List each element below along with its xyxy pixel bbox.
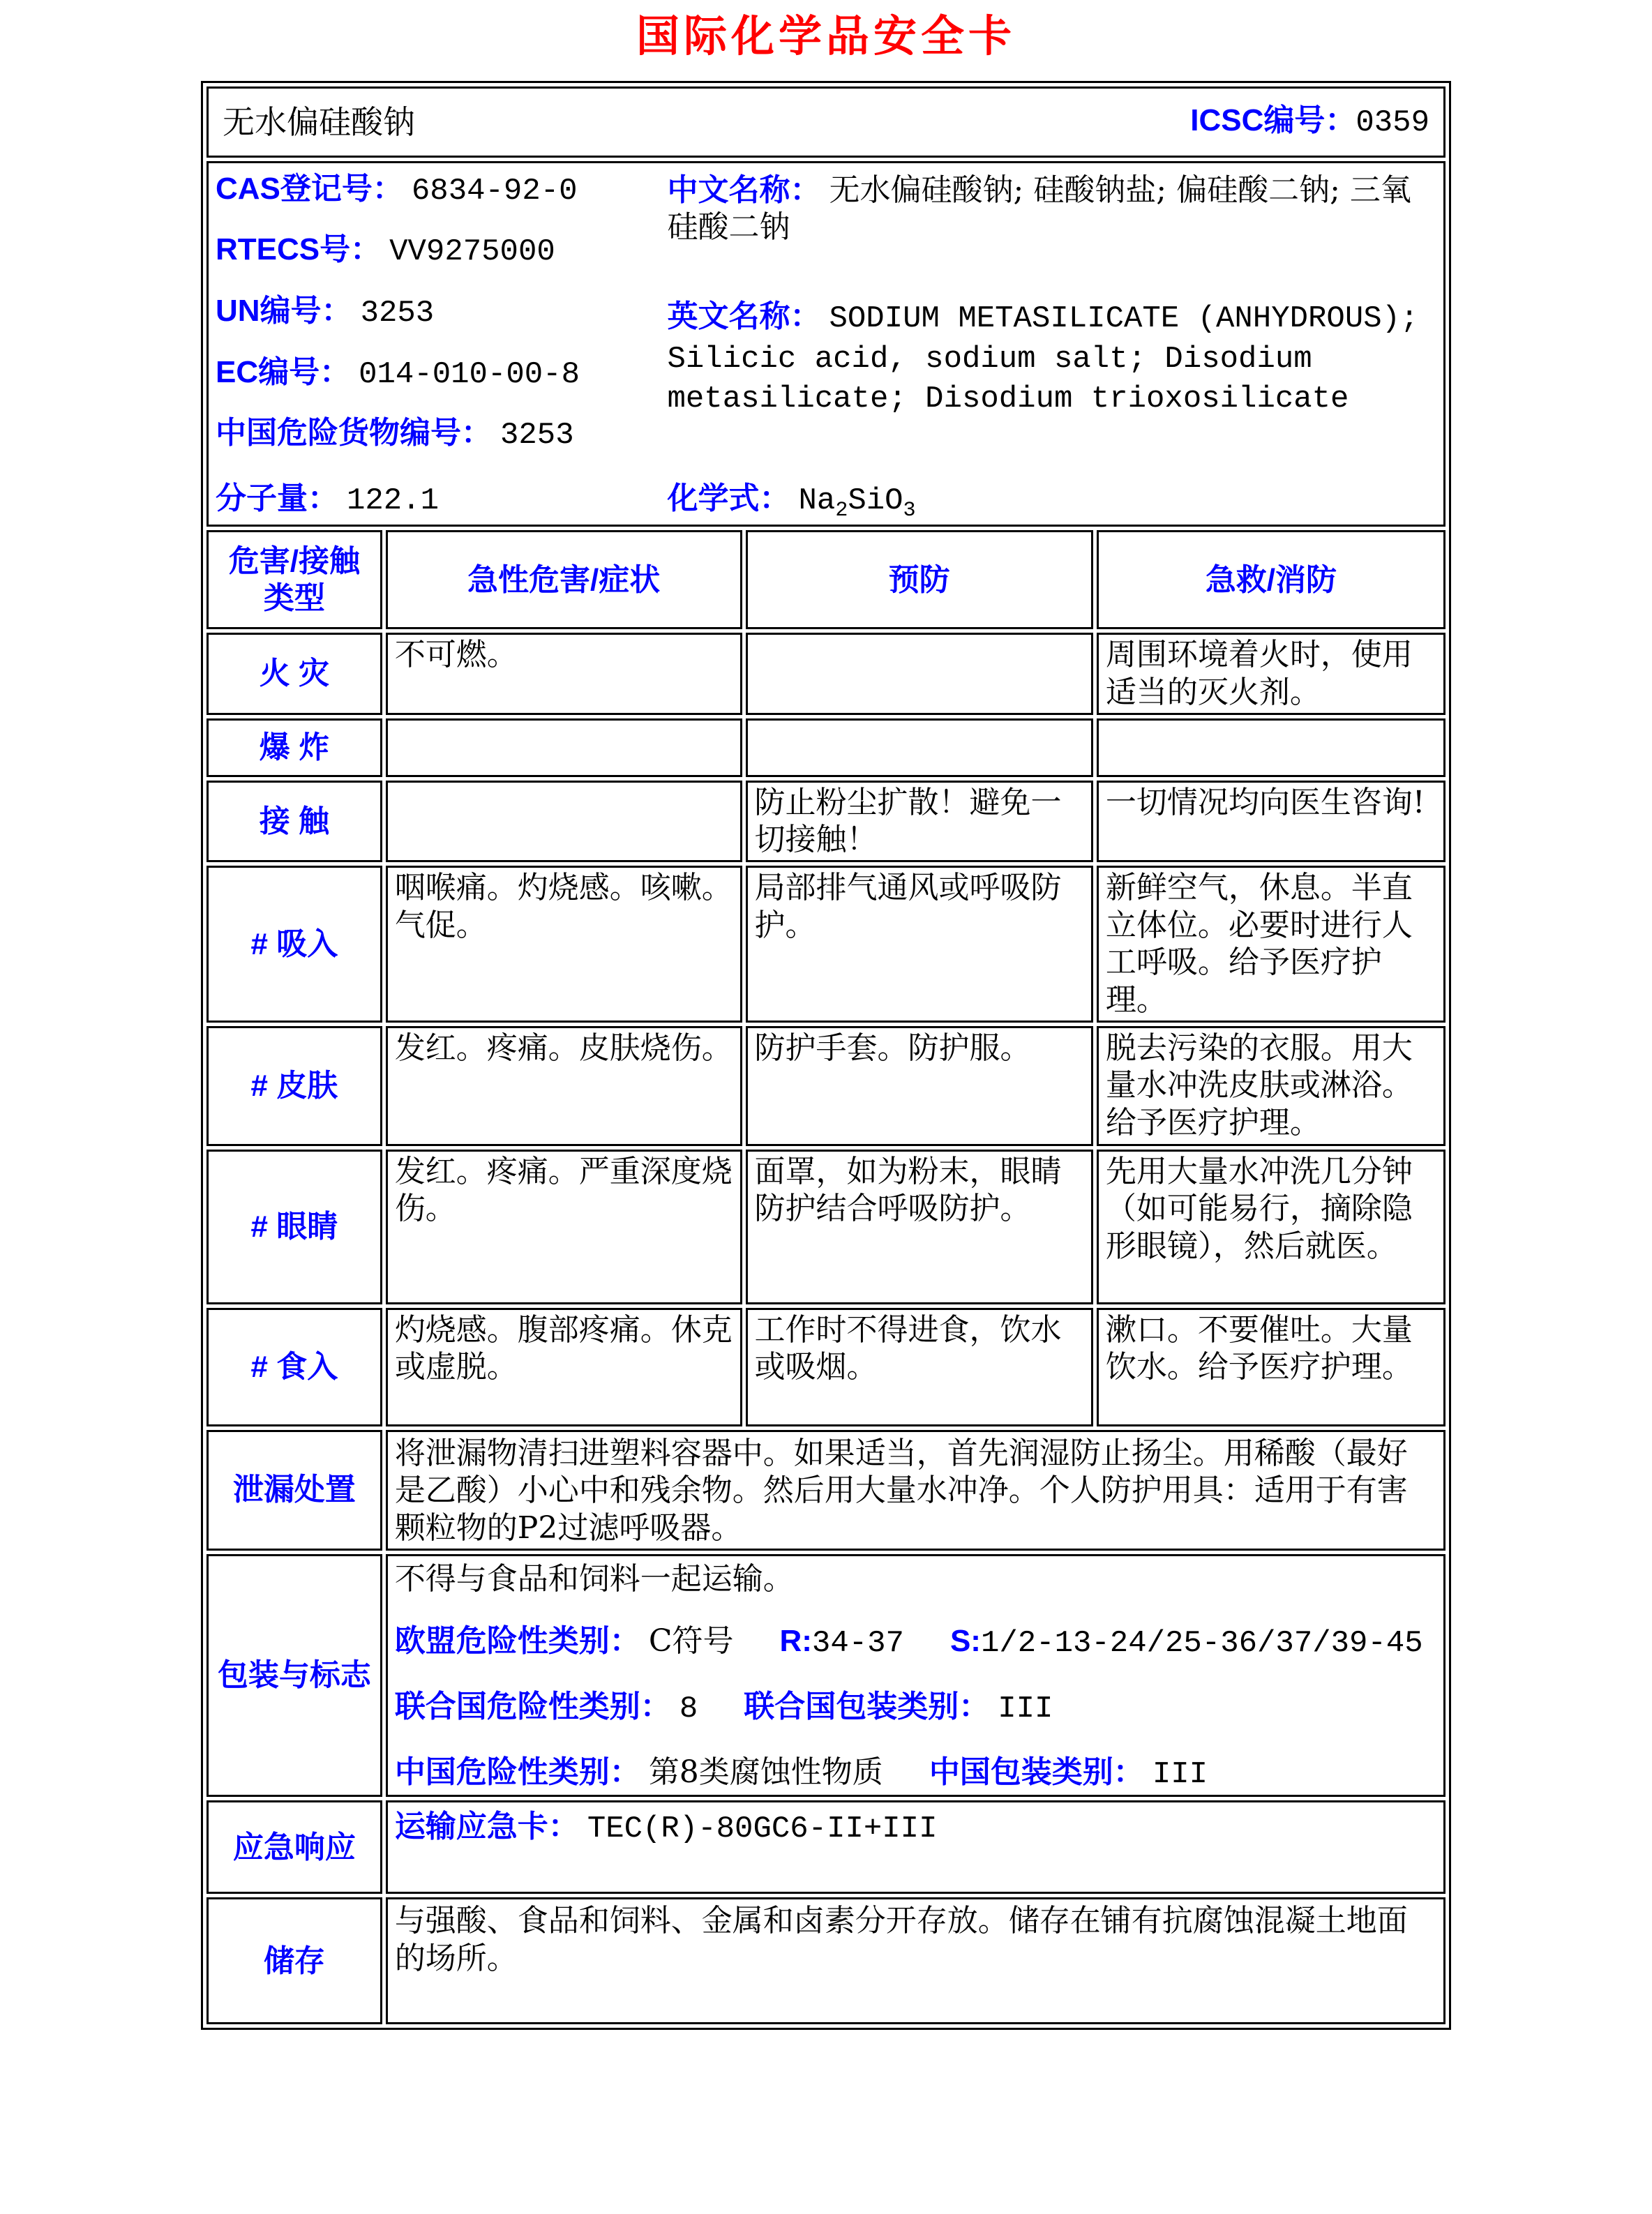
identifier-label: RTECS号：	[216, 232, 382, 267]
hazard-type-label: # 眼睛	[206, 1150, 382, 1304]
spill-text: 将泄漏物清扫进塑料容器中。如果适当，首先润湿防止扬尘。用稀酸（最好是乙酸）小心中和残余物。然后用大量水冲净。个人防护用具：适用于有害颗粒物的P2过滤呼吸器。	[394, 1435, 1408, 1546]
molecular-weight-value: 122.1	[347, 483, 440, 518]
english-names-value: SODIUM METASILICATE (ANHYDROUS); Silicic acid, sodium salt; Disodium metasilicate; Disodium trioxosilicate	[667, 301, 1419, 417]
hazard-symptoms-cell: 不可燃。	[386, 633, 742, 714]
molecular-row	[216, 480, 1436, 523]
transport-emergency-card-value: TEC(R)-80GC6-II+III	[587, 1812, 938, 1847]
chinese-names	[668, 172, 1437, 246]
s-phrases-label: S:	[949, 1624, 981, 1659]
chemical-formula-value: $Na_2SiO_3$	[798, 483, 916, 522]
packaging-un-line	[395, 1688, 1436, 1729]
hazard-firstaid-cell: 一切情况均向医生咨询!	[1097, 781, 1446, 862]
identifier-un	[216, 292, 668, 333]
hazard-symptoms-cell: 咽喉痛。灼烧感。咳嗽。气促。	[386, 866, 742, 1023]
hazard-row-fire	[206, 633, 1446, 714]
cn-hazard-class-label: 中国危险性类别：	[394, 1754, 640, 1789]
hazard-row-explosion	[206, 718, 1446, 777]
chemical-name: 无水偏硅酸钠	[223, 103, 415, 141]
identifier-value: 6834-92-0	[411, 173, 578, 209]
hazard-firstaid-cell: 脱去污染的衣服。用大量水冲洗皮肤或淋浴。给予医疗护理。	[1097, 1026, 1446, 1146]
molecular-weight-label: 分子量：	[216, 481, 338, 515]
identifier-label: CAS登记号：	[216, 171, 403, 206]
hazard-firstaid-cell: 漱口。不要催吐。大量饮水。给予医疗护理。	[1097, 1308, 1446, 1426]
info-cell	[206, 161, 1446, 527]
icsc-card-table	[201, 81, 1451, 2031]
hazard-symptoms-cell	[386, 781, 742, 862]
hazard-prevention-cell: 防止粉尘扩散！避免一切接触！	[746, 781, 1093, 862]
identifier-label: EC编号：	[216, 354, 351, 389]
hazard-row-eyes	[206, 1150, 1446, 1304]
hazard-type-label: # 皮肤	[206, 1026, 382, 1146]
emergency-label: 应急响应	[206, 1800, 382, 1894]
identifier-label: UN编号：	[216, 293, 352, 328]
hazard-firstaid-cell: 先用大量水冲洗几分钟（如可能易行，摘除隐形眼镜），然后就医。	[1097, 1150, 1446, 1304]
eu-class-value: C符号	[648, 1623, 734, 1659]
hazard-prevention-cell: 面罩，如为粉末，眼睛防护结合呼吸防护。	[746, 1150, 1093, 1304]
identifier-ec	[216, 354, 668, 394]
hazard-firstaid-cell: 新鲜空气，休息。半直立体位。必要时进行人工呼吸。给予医疗护理。	[1097, 866, 1446, 1023]
identifier-value: 3253	[360, 295, 435, 331]
spill-row	[206, 1430, 1446, 1551]
identifier-value: 014-010-00-8	[359, 356, 580, 392]
icsc-number-group	[1190, 102, 1429, 142]
page-title: 国际化学品安全卡	[636, 10, 1016, 61]
names-block	[668, 170, 1437, 476]
packaging-transport-note: 不得与食品和饲料一起运输。	[394, 1560, 794, 1597]
name-row	[206, 86, 1446, 158]
cn-hazard-class-value: 第8类腐蚀性物质	[648, 1754, 883, 1790]
hazard-symptoms-cell	[386, 718, 742, 777]
icsc-number: 0359	[1356, 105, 1429, 140]
un-hazard-class-value: 8	[679, 1692, 698, 1727]
hazard-type-label: 爆 炸	[206, 718, 382, 777]
storage-text: 与强酸、食品和饲料、金属和卤素分开存放。储存在铺有抗腐蚀混凝土地面的场所。	[394, 1903, 1408, 1977]
packaging-row	[206, 1554, 1446, 1798]
icsc-label: ICSC编号：	[1190, 103, 1356, 137]
hazard-firstaid-cell: 周围环境着火时，使用适当的灭火剂。	[1097, 633, 1446, 714]
storage-cell	[386, 1897, 1446, 2024]
transport-emergency-card	[395, 1808, 1436, 1848]
identifier-rtecs	[216, 231, 668, 271]
emergency-row	[206, 1800, 1446, 1894]
hazard-header-row	[206, 530, 1446, 629]
hazard-header-prevention: 预防	[746, 530, 1093, 629]
transport-emergency-card-label: 运输应急卡：	[394, 1809, 579, 1844]
hazard-type-label: # 吸入	[206, 866, 382, 1023]
cn-pack-group-label: 中国包装类别：	[929, 1754, 1144, 1789]
hazard-prevention-cell: 工作时不得进食，饮水或吸烟。	[746, 1308, 1093, 1426]
r-phrases-value: 34-37	[811, 1626, 904, 1662]
storage-label: 储存	[206, 1897, 382, 2024]
hazard-row-contact	[206, 781, 1446, 862]
hazard-type-label: 火 灾	[206, 633, 382, 714]
spill-label: 泄漏处置	[206, 1430, 382, 1551]
storage-row	[206, 1897, 1446, 2024]
hazard-row-inhalation	[206, 866, 1446, 1023]
identifier-label: 中国危险货物编号：	[216, 416, 492, 451]
chinese-names-value: 无水偏硅酸钠; 硅酸钠盐; 偏硅酸二钠; 三氧硅酸二钠	[667, 172, 1411, 246]
hazard-prevention-cell	[746, 633, 1093, 714]
english-names-label: 英文名称：	[667, 299, 821, 333]
un-hazard-class-label: 联合国危险性类别：	[394, 1689, 671, 1724]
hazard-prevention-cell: 局部排气通风或呼吸防护。	[746, 866, 1093, 1023]
spill-cell	[386, 1430, 1446, 1551]
packaging-cn-line	[395, 1754, 1436, 1794]
english-names	[668, 298, 1437, 419]
r-phrases-label: R:	[779, 1624, 812, 1659]
identifier-value: VV9275000	[389, 234, 555, 270]
emergency-cell	[386, 1800, 1446, 1894]
packaging-cell	[386, 1554, 1446, 1798]
hazard-row-ingestion	[206, 1308, 1446, 1426]
molecular-weight	[216, 480, 668, 523]
info-row	[206, 161, 1446, 527]
hazard-symptoms-cell: 发红。疼痛。皮肤烧伤。	[386, 1026, 742, 1146]
chinese-names-label: 中文名称：	[667, 172, 821, 207]
identifier-value: 3253	[500, 418, 574, 453]
hazard-header-type: 危害/接触 类型	[206, 530, 382, 629]
identifier-cas	[216, 170, 668, 211]
hazard-symptoms-cell: 发红。疼痛。严重深度烧伤。	[386, 1150, 742, 1304]
un-pack-group-label: 联合国包装类别：	[744, 1689, 990, 1724]
s-phrases-value: 1/2-13-24/25-36/37/39-45	[980, 1626, 1423, 1662]
hazard-header-symptoms: 急性危害/症状	[386, 530, 742, 629]
hazard-type-label: # 食入	[206, 1308, 382, 1426]
hazard-firstaid-cell	[1097, 718, 1446, 777]
cn-pack-group-value: III	[1152, 1756, 1208, 1792]
packaging-label: 包装与标志	[206, 1554, 382, 1798]
packaging-eu-line	[395, 1622, 1436, 1663]
identifier-list	[216, 170, 668, 476]
hazard-row-skin	[206, 1026, 1446, 1146]
name-cell	[206, 86, 1446, 158]
hazard-type-label: 接 触	[206, 781, 382, 862]
hazard-prevention-cell: 防护手套。防护服。	[746, 1026, 1093, 1146]
hazard-header-firstaid: 急救/消防	[1097, 530, 1446, 629]
chemical-formula-label: 化学式：	[667, 481, 790, 515]
un-pack-group-value: III	[998, 1692, 1053, 1727]
hazard-symptoms-cell: 灼烧感。腹部疼痛。休克或虚脱。	[386, 1308, 742, 1426]
identifier-cn-dangerous-goods	[216, 414, 668, 455]
chemical-formula	[668, 480, 1437, 523]
eu-class-label: 欧盟危险性类别：	[394, 1624, 640, 1659]
hazard-prevention-cell	[746, 718, 1093, 777]
